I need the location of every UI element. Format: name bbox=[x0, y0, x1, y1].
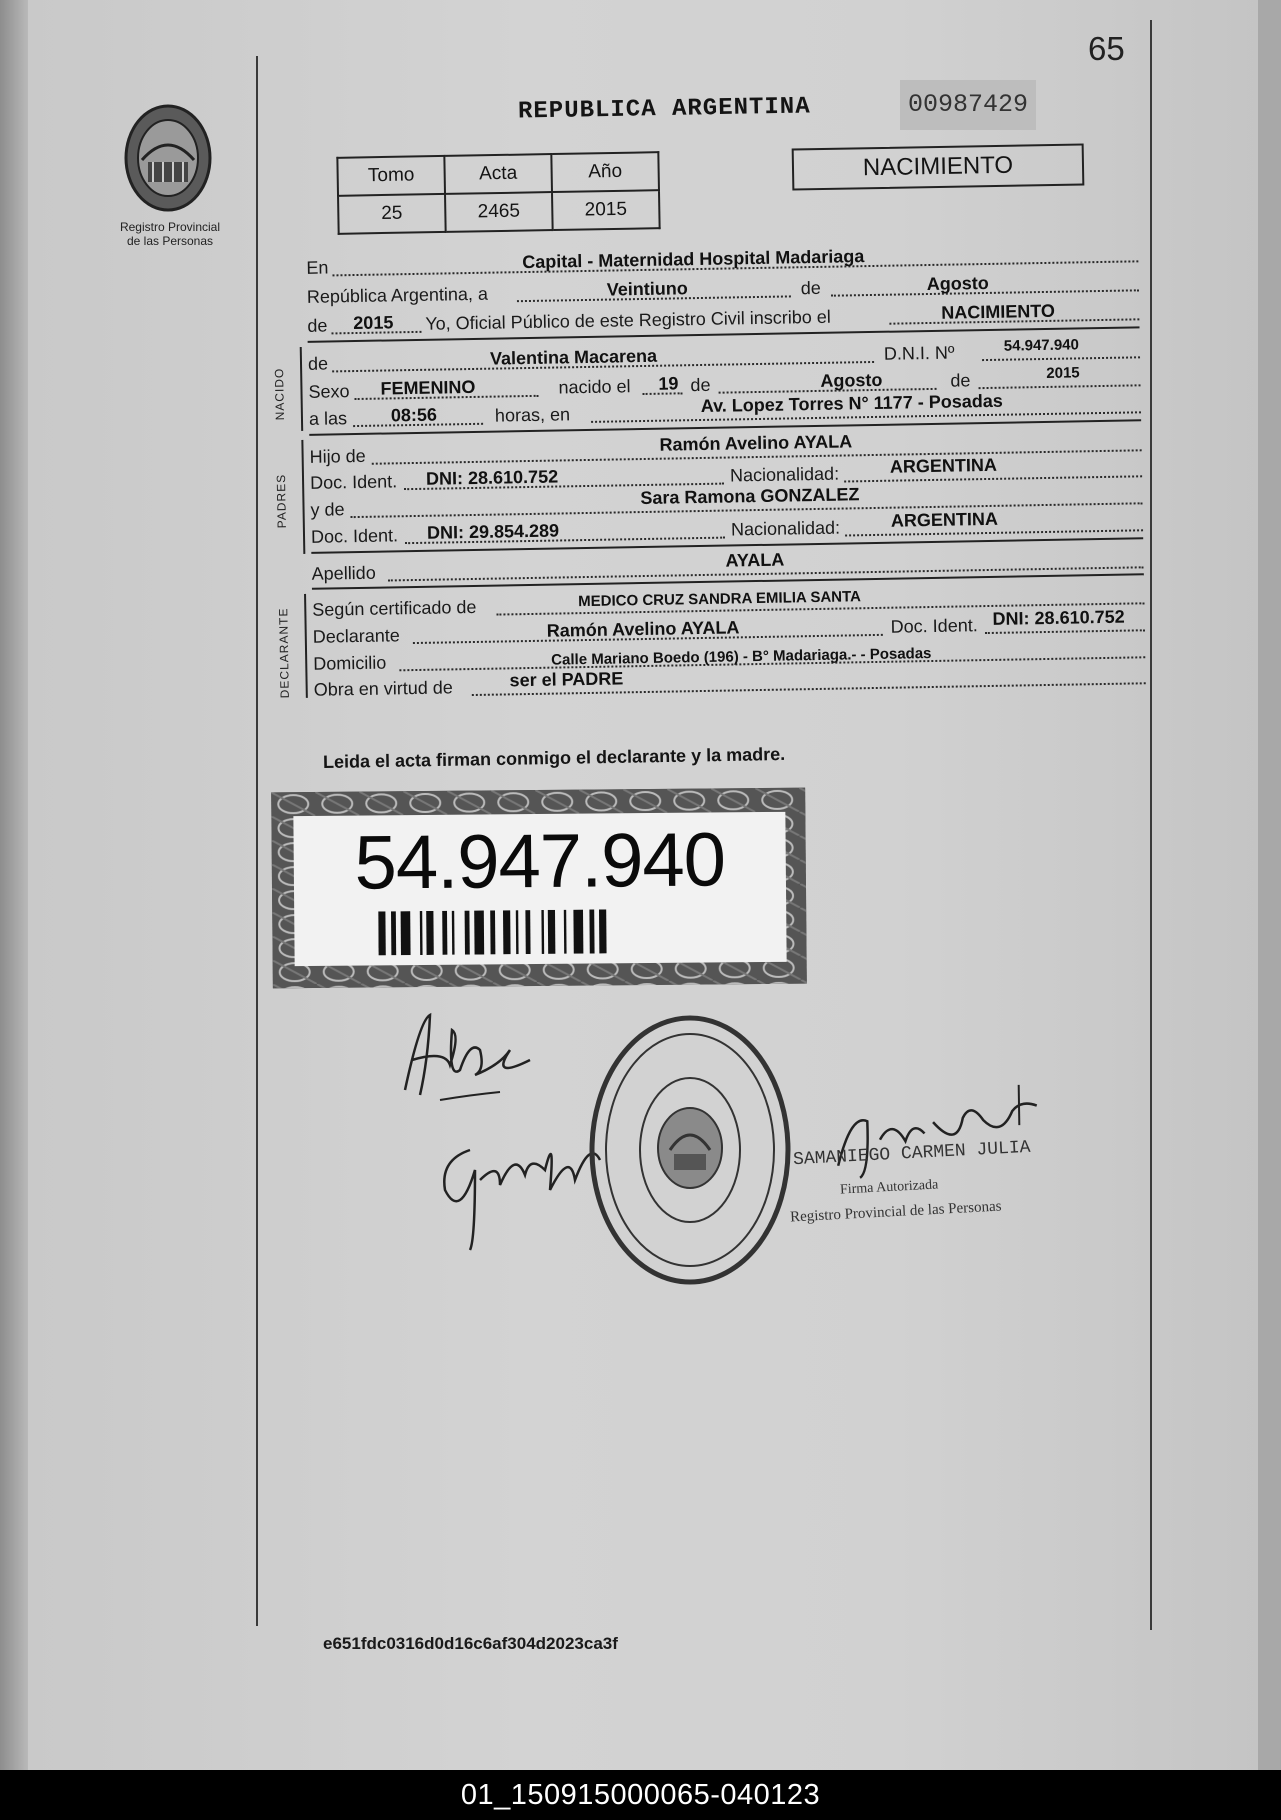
barcode-bar bbox=[573, 910, 583, 954]
document-title: REPUBLICA ARGENTINA bbox=[517, 93, 811, 126]
declarante-doc: DNI: 28.610.752 bbox=[992, 606, 1125, 629]
padres-section-label: PADRES bbox=[273, 473, 289, 529]
anio-header: Año bbox=[551, 152, 659, 192]
official-title: Firma Autorizada bbox=[839, 1177, 939, 1198]
acta-value: 2465 bbox=[445, 192, 553, 232]
logo-caption-line1: Registro Provincial bbox=[119, 220, 221, 234]
child-name: Valentina Macarena bbox=[489, 345, 658, 369]
domicilio-value: Calle Mariano Boedo (196) - B° Madariaga.- - Posadas bbox=[551, 645, 932, 669]
de-label: de bbox=[690, 374, 711, 396]
logo-caption-line2: de las Personas bbox=[126, 234, 214, 248]
barcode-bar bbox=[474, 910, 484, 954]
doc-ident-label: Doc. Ident. bbox=[310, 525, 399, 547]
day-value: Veintiuno bbox=[606, 278, 688, 300]
barcode-bar bbox=[442, 911, 447, 955]
official-org: Registro Provincial de las Personas bbox=[789, 1198, 1002, 1226]
year-value: 2015 bbox=[353, 312, 394, 334]
barcode bbox=[378, 909, 698, 956]
barcode-bar bbox=[541, 910, 544, 954]
en-label: En bbox=[306, 257, 329, 278]
scan-left-edge bbox=[0, 0, 28, 1770]
a-las-label: a las bbox=[308, 408, 348, 429]
de-label: de bbox=[800, 277, 821, 299]
apellido-value: AYALA bbox=[725, 549, 785, 571]
month-value: Agosto bbox=[926, 272, 989, 295]
birth-year: 2015 bbox=[1046, 364, 1080, 382]
barcode-bar bbox=[564, 910, 567, 954]
barcode-bar bbox=[525, 910, 530, 954]
republica-label: República Argentina, a bbox=[306, 283, 489, 307]
left-margin-line bbox=[256, 56, 258, 1626]
place-of-registration: Capital - Maternidad Hospital Madariaga bbox=[522, 246, 865, 273]
dotted-line bbox=[982, 356, 1140, 361]
barcode-bar bbox=[391, 911, 396, 955]
registry-value-row bbox=[338, 190, 660, 234]
acta-header: Acta bbox=[444, 154, 552, 194]
obra-value: ser el PADRE bbox=[509, 668, 624, 691]
nacionalidad-label: Nacionalidad: bbox=[729, 463, 840, 486]
logo-caption bbox=[105, 220, 235, 248]
barcode-bar bbox=[420, 911, 423, 955]
barcode-bar bbox=[548, 910, 556, 954]
barcode-bar bbox=[490, 910, 495, 954]
declarante-section-label: DECLARANTE bbox=[276, 607, 292, 699]
nacido-el-label: nacido el bbox=[558, 376, 631, 398]
dni-label: D.N.I. Nº bbox=[883, 342, 955, 364]
mother-name: Sara Ramona GONZALEZ bbox=[640, 484, 860, 509]
birth-month: Agosto bbox=[820, 369, 883, 391]
birth-day: 19 bbox=[658, 373, 679, 394]
declarante-value: Ramón Avelino AYALA bbox=[546, 617, 740, 641]
serial-number: 00987429 bbox=[900, 80, 1036, 130]
father-nationality: ARGENTINA bbox=[889, 454, 998, 477]
anio-value: 2015 bbox=[552, 190, 660, 230]
de-label: de bbox=[950, 370, 971, 391]
province-seal-icon bbox=[118, 100, 218, 220]
declarant-signature bbox=[390, 1000, 540, 1110]
declarante-label: Declarante bbox=[312, 625, 400, 647]
barcode-bar bbox=[426, 911, 434, 955]
tomo-value: 25 bbox=[338, 194, 446, 234]
act-type-box: NACIMIENTO bbox=[792, 143, 1085, 190]
obra-label: Obra en virtud de bbox=[313, 677, 453, 700]
barcode-bar bbox=[516, 910, 519, 954]
barcode-bar bbox=[589, 910, 594, 954]
doc-ident-label: Doc. Ident. bbox=[309, 471, 398, 493]
official-seal-icon bbox=[580, 1010, 800, 1290]
inscribo-value: NACIMIENTO bbox=[941, 300, 1056, 323]
birth-place: Av. Lopez Torres N° 1177 - Posadas bbox=[700, 390, 1003, 416]
barcode-bar bbox=[378, 911, 386, 955]
hijo-label: Hijo de bbox=[309, 445, 366, 467]
ticket-number: 54.947.940 bbox=[354, 817, 726, 906]
birth-time: 08:56 bbox=[390, 404, 438, 426]
registry-table bbox=[336, 151, 660, 235]
mother-nationality: ARGENTINA bbox=[890, 508, 999, 531]
nacido-section-label: NACIDO bbox=[272, 367, 288, 421]
tomo-header: Tomo bbox=[337, 156, 445, 196]
child-dni: 54.947.940 bbox=[1003, 336, 1080, 355]
barcode-bar bbox=[503, 910, 511, 954]
barcode-bar bbox=[452, 911, 455, 955]
official-name: SAMANIEGO CARMEN JULIA bbox=[792, 1137, 1032, 1171]
scan-right-edge bbox=[1258, 0, 1281, 1770]
apellido-label: Apellido bbox=[311, 562, 376, 584]
father-name: Ramón Avelino AYALA bbox=[659, 431, 853, 455]
sexo-label: Sexo bbox=[308, 381, 350, 402]
id-ticket bbox=[271, 788, 807, 989]
sexo-value: FEMENINO bbox=[380, 376, 476, 399]
father-doc: DNI: 28.610.752 bbox=[425, 466, 559, 489]
closing-statement: Leida el acta firman conmigo el declarante y la madre. bbox=[322, 743, 786, 773]
nacionalidad-label: Nacionalidad: bbox=[730, 517, 841, 540]
segun-label: Según certificado de bbox=[312, 596, 477, 620]
page-number: 65 bbox=[1088, 30, 1125, 67]
certificado-value: MEDICO CRUZ SANDRA EMILIA SANTA bbox=[578, 588, 862, 611]
domicilio-label: Domicilio bbox=[313, 652, 387, 674]
doc-ident-label: Doc. Ident. bbox=[890, 615, 978, 637]
mother-doc: DNI: 29.854.289 bbox=[426, 520, 560, 543]
barcode-bar bbox=[465, 911, 470, 955]
ticket-label bbox=[293, 812, 786, 966]
right-margin-line bbox=[1150, 20, 1152, 1630]
de-label: de bbox=[307, 353, 329, 374]
inscribo-text: Yo, Oficial Público de este Registro Civil inscribo el bbox=[425, 306, 831, 334]
dotted-line bbox=[845, 529, 1143, 536]
document-hash: e651fdc0316d0d16c6af304d2023ca3f bbox=[323, 1634, 618, 1653]
year-prefix-label: de bbox=[307, 315, 328, 336]
y-de-label: y de bbox=[310, 499, 345, 520]
barcode-bar bbox=[599, 909, 607, 953]
horas-label: horas, en bbox=[494, 404, 571, 426]
scan-footer-id: 01_150915000065-040123 bbox=[0, 1770, 1281, 1820]
registry-header-row bbox=[337, 152, 659, 196]
barcode-bar bbox=[401, 911, 411, 955]
